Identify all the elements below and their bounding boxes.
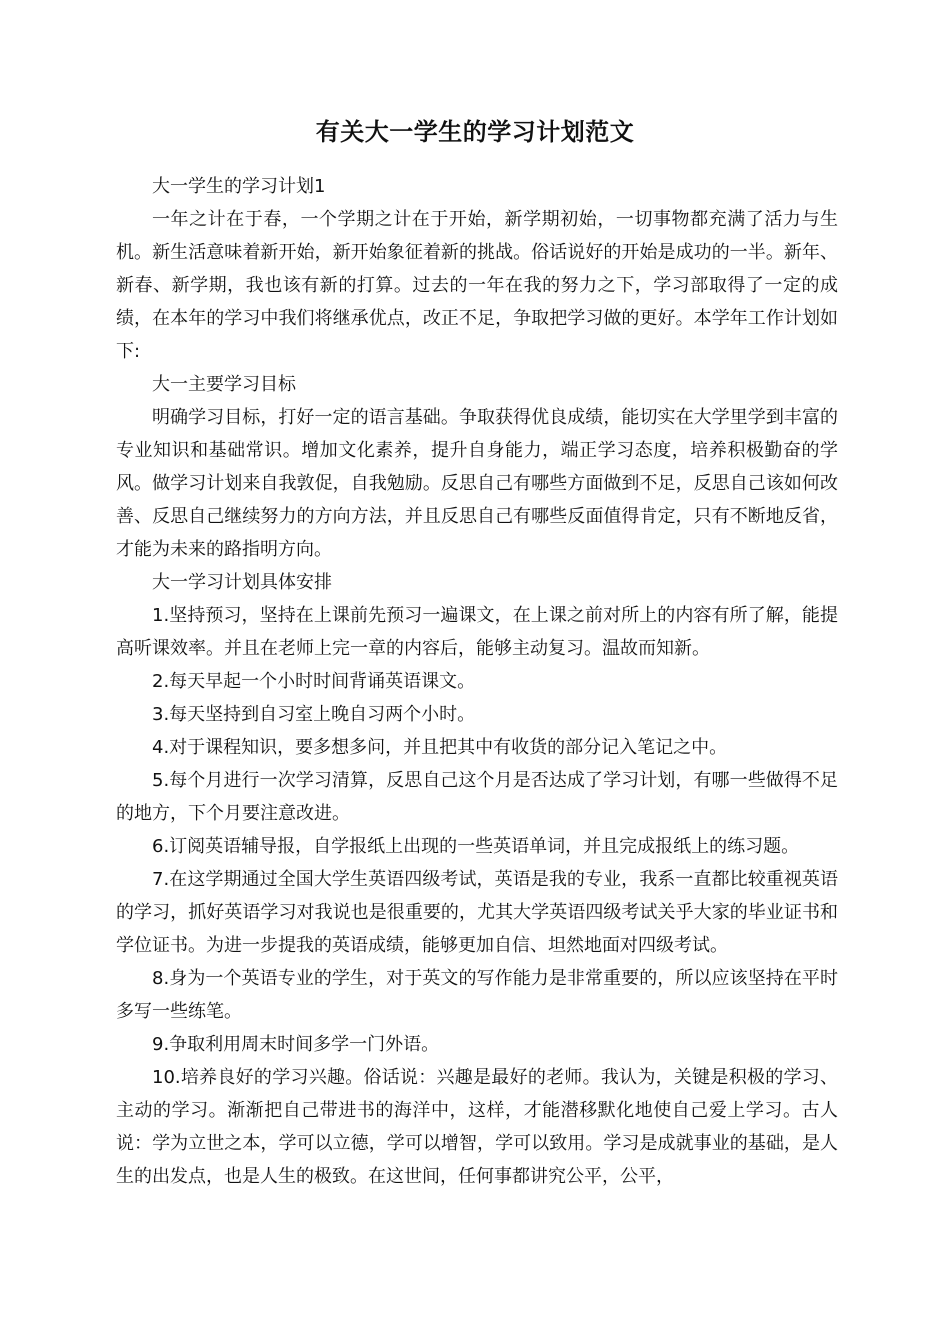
document-body	[116, 170, 838, 1193]
list-item-2: 2.每天早起一个小时时间背诵英语课文。	[152, 671, 476, 692]
list-item-3: 3.每天坚持到自习室上晚自习两个小时。	[152, 704, 476, 725]
section-heading-arrangements: 大一学习计划具体安排	[152, 572, 332, 593]
list-item-5: 5.每个月进行一次学习清算，反思自己这个月是否达成了学习计划，有哪一些做得不足的地方，下个月要注意改进。	[116, 770, 838, 824]
list-item-9: 9.争取利用周末时间多学一门外语。	[152, 1034, 440, 1055]
list-item-7: 7.在这学期通过全国大学生英语四级考试，英语是我的专业，我系一直都比较重视英语的学习，抓好英语学习对我说也是很重要的，尤其大学英语四级考试关乎大家的毕业证书和学位证书。为进一步提我的英语成绩，能够更加自信、坦然地面对四级考试。	[116, 869, 838, 956]
paragraph-goals: 明确学习目标，打好一定的语言基础。争取获得优良成绩，能切实在大学里学到丰富的专业知识和基础常识。增加文化素养，提升自身能力，端正学习态度，培养积极勤奋的学风。做学习计划来自我敦促，自我勉励。反思自己有哪些方面做到不足，反思自己该如何改善、反思自己继续努力的方向方法，并且反思自己有哪些反面值得肯定，只有不断地反省，才能为未来的路指明方向。	[116, 407, 838, 560]
section-heading-goals: 大一主要学习目标	[152, 374, 296, 395]
section-heading-plan-1: 大一学生的学习计划1	[152, 176, 326, 197]
list-item-1: 1.坚持预习，坚持在上课前先预习一遍课文，在上课之前对所上的内容有所了解，能提高听课效率。并且在老师上完一章的内容后，能够主动复习。温故而知新。	[116, 605, 838, 659]
document-title: 有关大一学生的学习计划范文	[315, 118, 635, 146]
list-item-10: 10.培养良好的学习兴趣。俗话说：兴趣是最好的老师。我认为，关键是积极的学习、主动的学习。渐渐把自己带进书的海洋中，这样，才能潜移默化地使自己爱上学习。古人说：学为立世之本，学可以立德，学可以增智，学可以致用。学习是成就事业的基础，是人生的出发点，也是人生的极致。在这世间，任何事都讲究公平，公平，	[116, 1067, 838, 1187]
list-item-6: 6.订阅英语辅导报，自学报纸上出现的一些英语单词，并且完成报纸上的练习题。	[152, 836, 800, 857]
list-item-8: 8.身为一个英语专业的学生，对于英文的写作能力是非常重要的，所以应该坚持在平时多写一些练笔。	[116, 968, 838, 1022]
list-item-4: 4.对于课程知识，要多想多问，并且把其中有收货的部分记入笔记之中。	[152, 737, 728, 758]
paragraph-intro: 一年之计在于春，一个学期之计在于开始，新学期初始，一切事物都充满了活力与生机。新生活意味着新开始，新开始象征着新的挑战。俗话说好的开始是成功的一半。新年、新春、新学期，我也该有新的打算。过去的一年在我的努力之下，学习部取得了一定的成绩，在本年的学习中我们将继承优点，改正不足，争取把学习做的更好。本学年工作计划如下:	[116, 209, 838, 362]
